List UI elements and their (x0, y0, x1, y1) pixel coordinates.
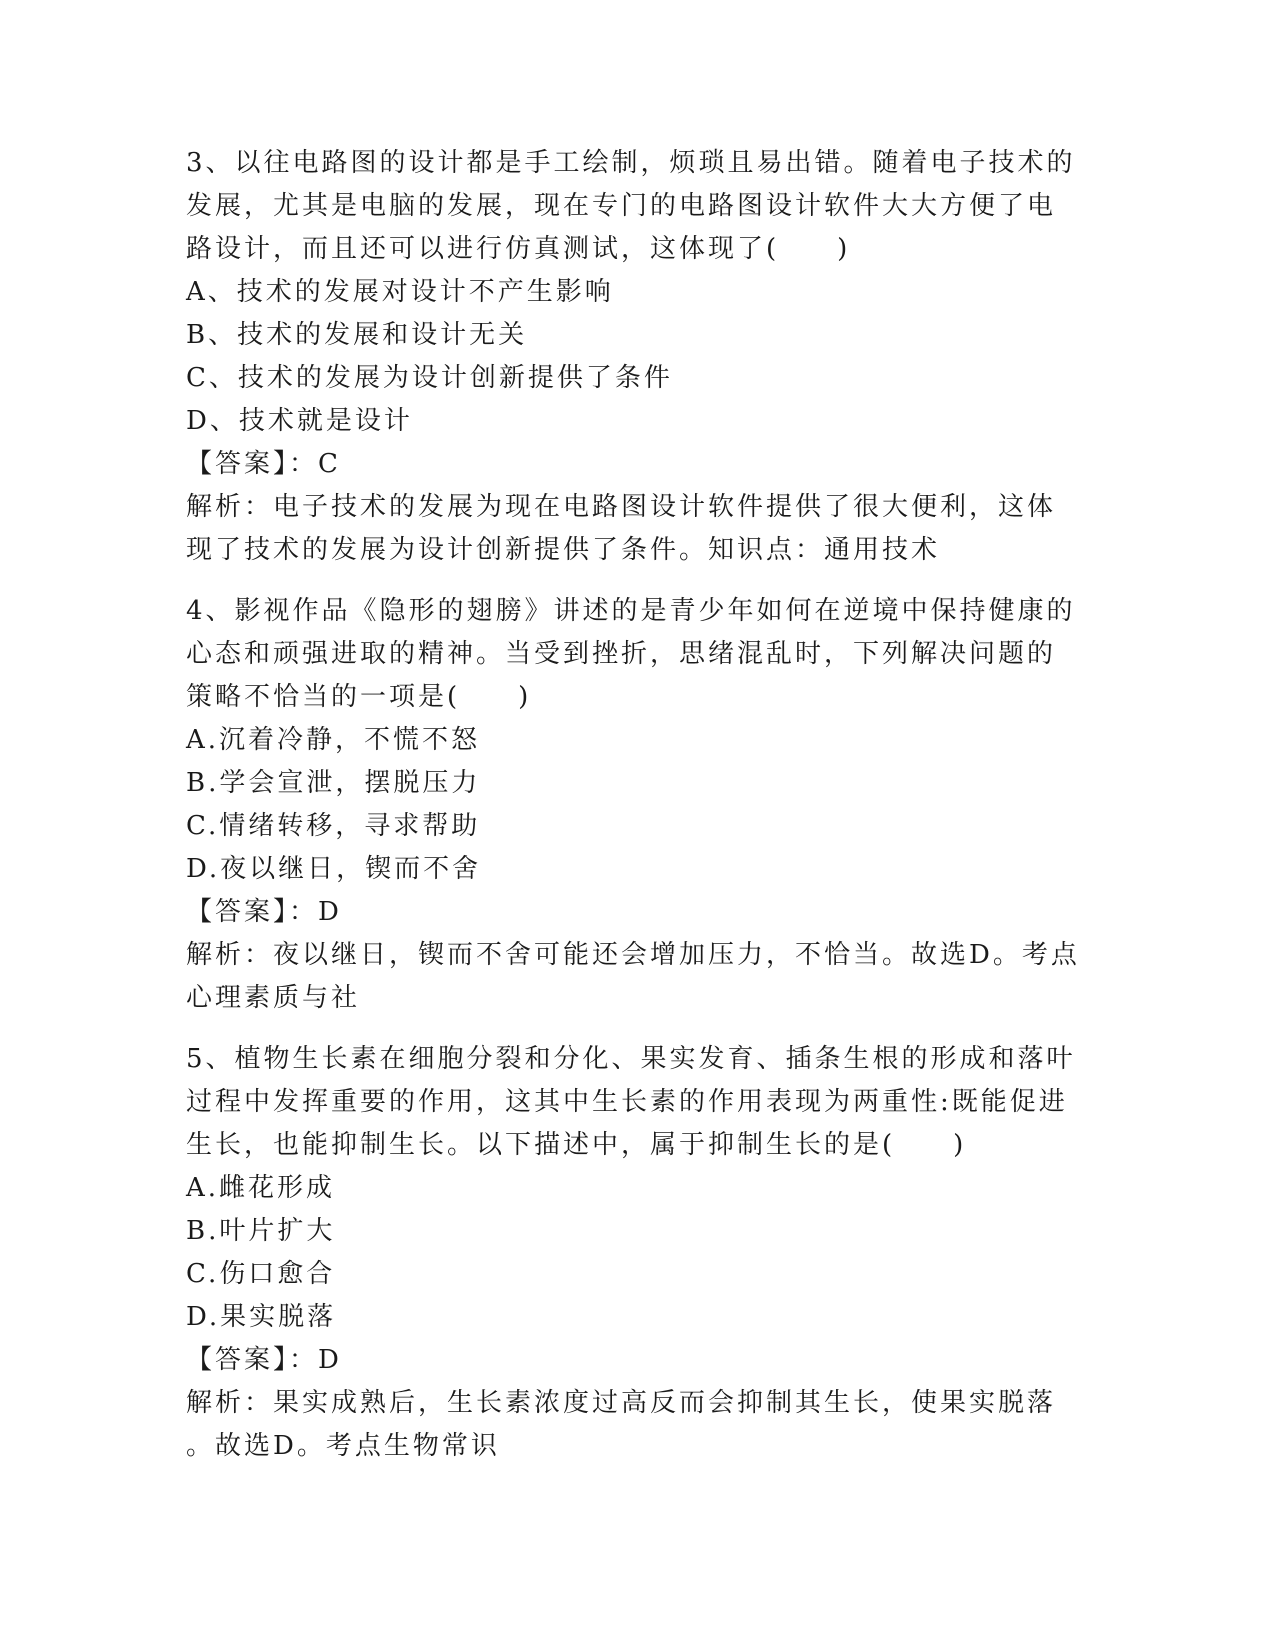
analysis-line: 心理素质与社 (186, 983, 361, 1013)
analysis-line: 解析：果实成熟后，生长素浓度过高反而会抑制其生长，使果实脱落 (186, 1388, 1057, 1418)
option-b: B、技术的发展和设计无关 (186, 320, 528, 350)
question-stem-line: 发展，尤其是电脑的发展，现在专门的电路图设计软件大大方便了电 (186, 191, 1057, 221)
option-b: B.学会宣泄，摆脱压力 (186, 768, 481, 798)
analysis-line: 解析：夜以继日，锲而不舍可能还会增加压力，不恰当。故选D。考点 (186, 940, 1080, 970)
question-stem-line: 心态和顽强进取的精神。当受到挫折，思绪混乱时，下列解决问题的 (186, 639, 1057, 669)
answer-label: 【答案】：D (186, 897, 342, 927)
question-stem-line: 路设计，而且还可以进行仿真测试，这体现了( ) (186, 234, 851, 264)
answer-label: 【答案】：C (186, 449, 341, 479)
analysis-line: 解析：电子技术的发展为现在电路图设计软件提供了很大便利，这体 (186, 492, 1057, 522)
question-stem-line: 5、植物生长素在细胞分裂和分化、果实发育、插条生根的形成和落叶 (186, 1044, 1076, 1074)
question-stem-line: 策略不恰当的一项是( ) (186, 682, 532, 712)
option-a: A、技术的发展对设计不产生影响 (186, 277, 614, 307)
answer-label: 【答案】：D (186, 1345, 342, 1375)
option-c: C.情绪转移，寻求帮助 (186, 811, 481, 841)
question-stem-line: 过程中发挥重要的作用，这其中生长素的作用表现为两重性:既能促进 (186, 1087, 1068, 1117)
question-3 (186, 142, 1086, 572)
analysis-line: 现了技术的发展为设计创新提供了条件。知识点：通用技术 (186, 535, 941, 565)
option-d: D.夜以继日，锲而不舍 (186, 854, 482, 884)
option-d: D.果实脱落 (186, 1302, 337, 1332)
option-c: C.伤口愈合 (186, 1259, 336, 1289)
question-stem-line: 生长，也能抑制生长。以下描述中，属于抑制生长的是( ) (186, 1130, 967, 1160)
option-c: C、技术的发展为设计创新提供了条件 (186, 363, 673, 393)
option-d: D、技术就是设计 (186, 406, 413, 436)
analysis-line: 。故选D。考点生物常识 (186, 1431, 500, 1461)
question-stem-line: 3、以往电路图的设计都是手工绘制，烦琐且易出错。随着电子技术的 (186, 148, 1076, 178)
option-b: B.叶片扩大 (186, 1216, 336, 1246)
question-4 (186, 590, 1086, 1020)
option-a: A.雌花形成 (186, 1173, 336, 1203)
question-5 (186, 1038, 1086, 1468)
document-page (186, 142, 1086, 1486)
question-stem-line: 4、影视作品《隐形的翅膀》讲述的是青少年如何在逆境中保持健康的 (186, 596, 1076, 626)
option-a: A.沉着冷静，不慌不怒 (186, 725, 481, 755)
